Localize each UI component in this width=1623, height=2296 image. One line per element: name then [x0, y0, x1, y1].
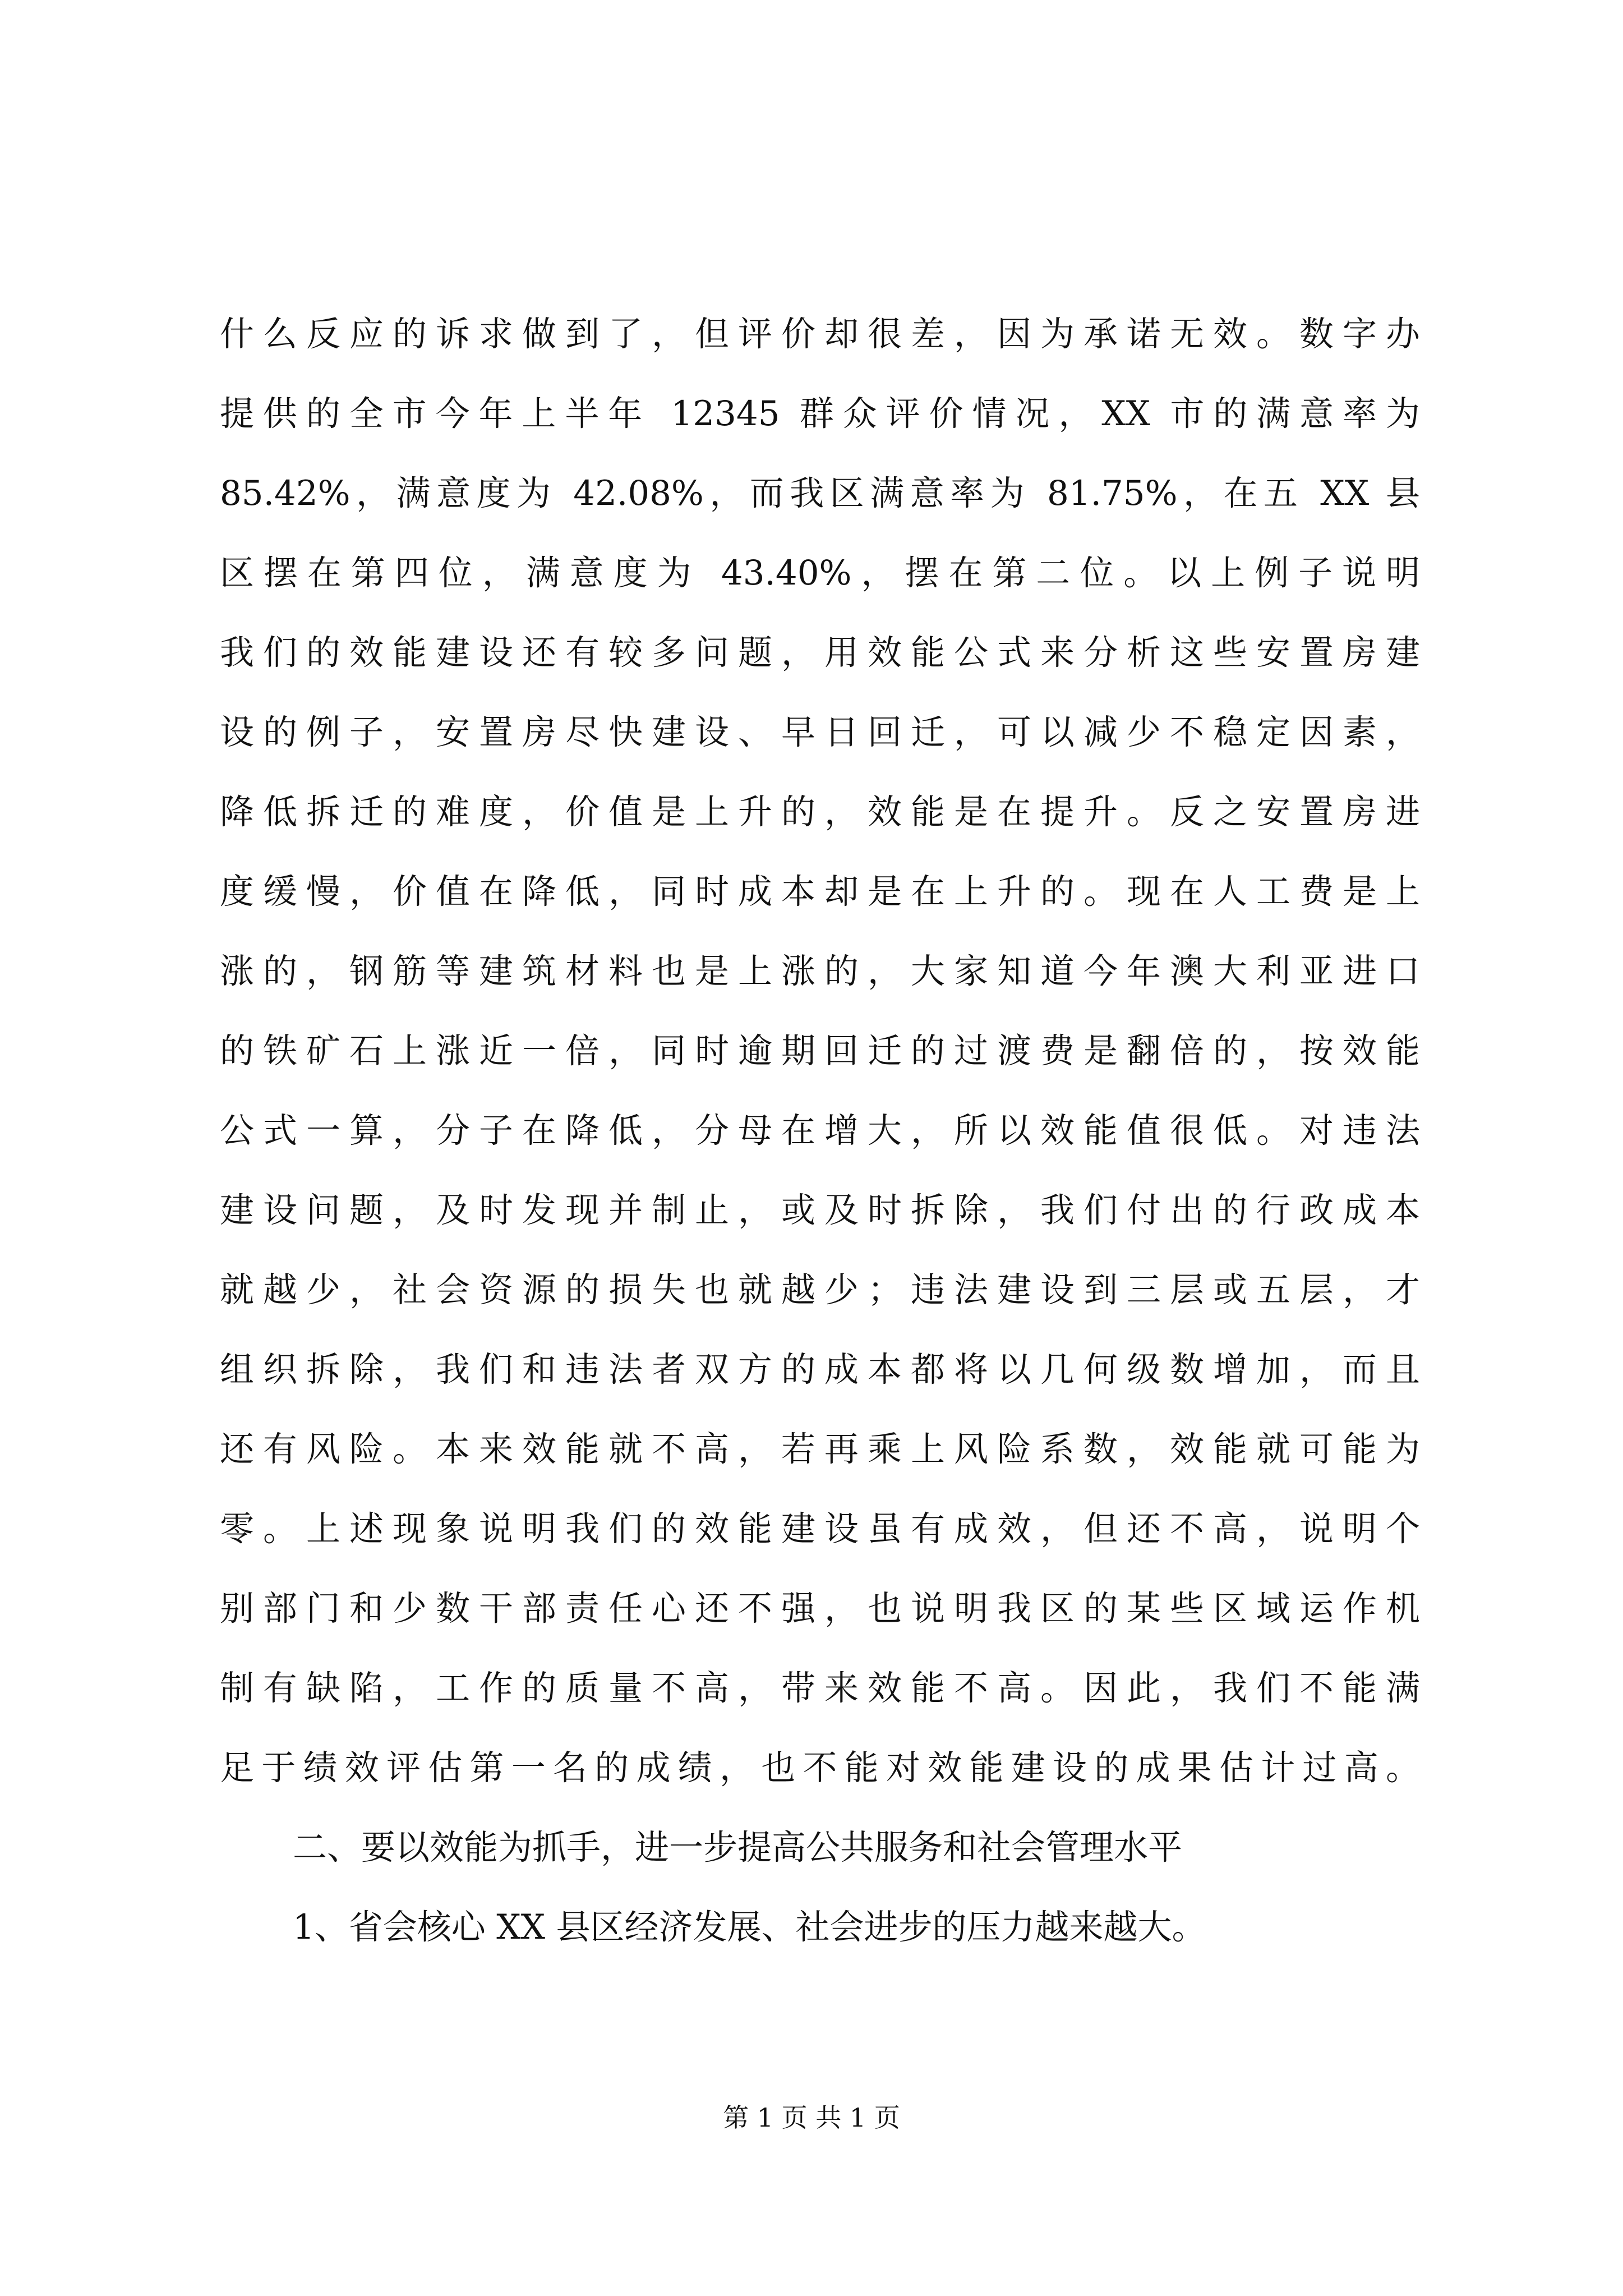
- paragraph-line-4: 区摆在第四位，满意度为 43.40%，摆在第二位。以上例子说明: [220, 553, 1420, 593]
- paragraph-line-7: 降低拆迁的难度，价值是上升的，效能是在提升。反之安置房进: [220, 792, 1420, 832]
- paragraph-line-5: 我们的效能建设还有较多问题，用效能公式来分析这些安置房建: [220, 633, 1420, 673]
- paragraph-line-14: 组织拆除，我们和违法者双方的成本都将以几何级数增加，而且: [220, 1350, 1420, 1389]
- paragraph-line-10: 的铁矿石上涨近一倍，同时逾期回迁的过渡费是翻倍的，按效能: [220, 1031, 1420, 1071]
- paragraph-line-9: 涨的，钢筋等建筑材料也是上涨的，大家知道今年澳大利亚进口: [220, 951, 1420, 991]
- paragraph-line-17: 别部门和少数干部责任心还不强，也说明我区的某些区域运作机: [220, 1589, 1420, 1628]
- paragraph-line-13: 就越少，社会资源的损失也就越少；违法建设到三层或五层，才: [220, 1270, 1420, 1310]
- paragraph-line-8: 度缓慢，价值在降低，同时成本却是在上升的。现在人工费是上: [220, 872, 1420, 912]
- paragraph-line-11: 公式一算，分子在降低，分母在增大，所以效能值很低。对违法: [220, 1111, 1420, 1151]
- paragraph-line-6: 设的例子，安置房尽快建设、早日回迁，可以减少不稳定因素，: [220, 712, 1420, 752]
- body-text: [220, 295, 1420, 1967]
- page-footer: 第 1 页 共 1 页: [723, 2102, 900, 2133]
- paragraph-line-12: 建设问题，及时发现并制止，或及时拆除，我们付出的行政成本: [220, 1190, 1420, 1230]
- paragraph-line-16: 零。上述现象说明我们的效能建设虽有成效，但还不高，说明个: [220, 1509, 1420, 1549]
- paragraph-line-3: 85.42%，满意度为 42.08%，而我区满意率为 81.75%，在五 XX 县: [220, 473, 1420, 513]
- paragraph-line-1: 什么反应的诉求做到了，但评价却很差，因为承诺无效。数字办: [220, 314, 1420, 354]
- paragraph-line-15: 还有风险。本来效能就不高，若再乘上风险系数，效能就可能为: [220, 1429, 1420, 1469]
- section-heading: 二、要以效能为抓手，进一步提高公共服务和社会管理水平: [293, 1828, 1183, 1867]
- paragraph-line-19: 足于绩效评估第一名的成绩，也不能对效能建设的成果估计过高。: [220, 1748, 1420, 1788]
- paragraph-line-2: 提供的全市今年上半年 12345 群众评价情况，XX 市的满意率为: [220, 394, 1420, 434]
- paragraph-line-18: 制有缺陷，工作的质量不高，带来效能不高。因此，我们不能满: [220, 1668, 1420, 1708]
- subsection-heading: 1、省会核心 XX 县区经济发展、社会进步的压力越来越大。: [293, 1907, 1206, 1947]
